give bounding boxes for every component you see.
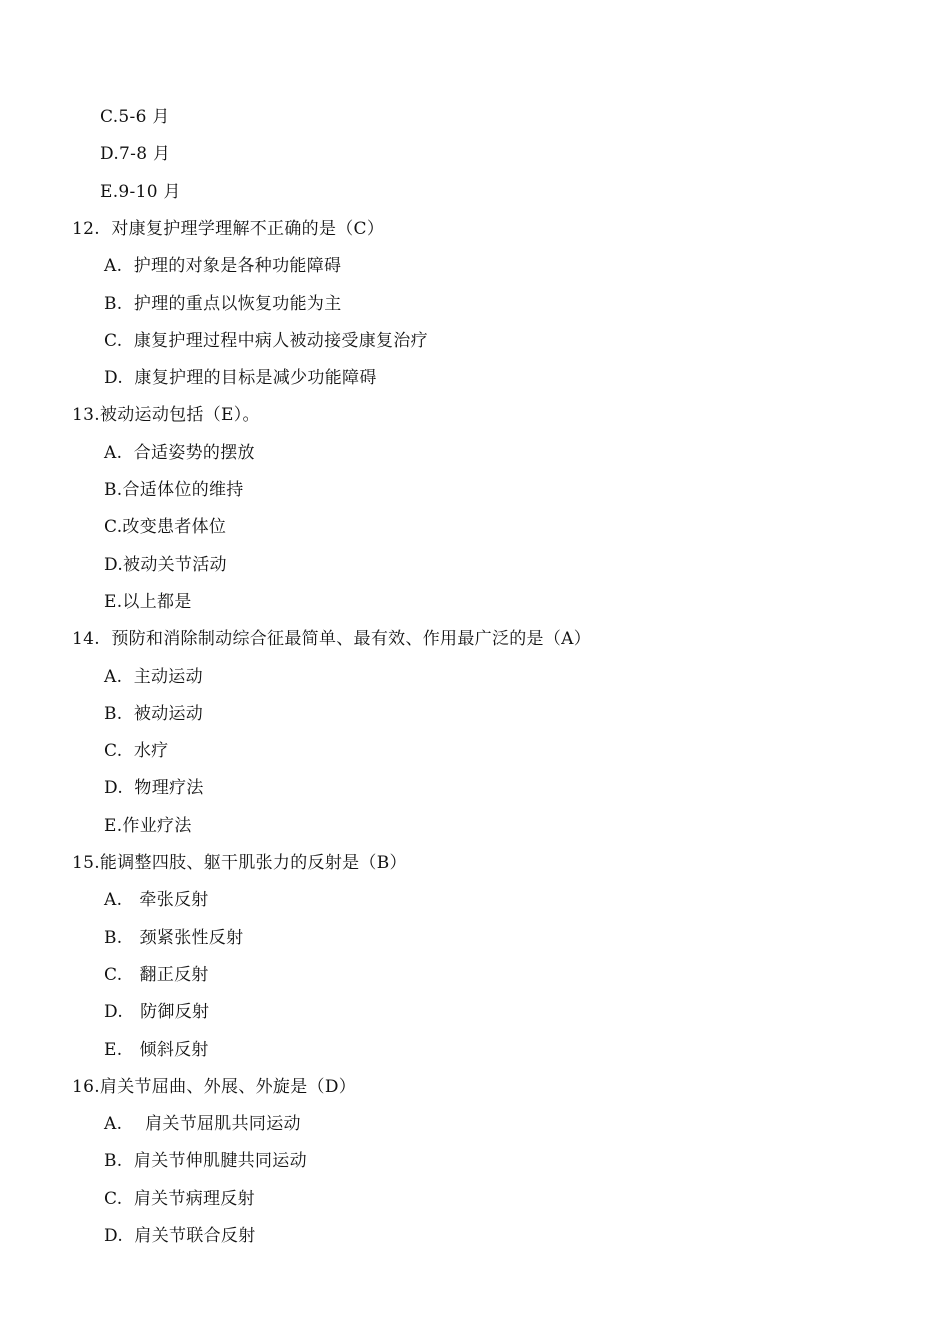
answer-option: E. 倾斜反射 xyxy=(104,1039,209,1060)
answer-option: C. 水疗 xyxy=(104,741,169,762)
answer-option: E.9-10 月 xyxy=(100,181,181,202)
question-stem: 16.肩关节屈曲、外展、外旋是（D） xyxy=(72,1076,357,1097)
answer-option: A. 护理的对象是各种功能障碍 xyxy=(104,256,342,277)
answer-option: D. 物理疗法 xyxy=(104,778,204,799)
answer-option: C. 翻正反射 xyxy=(104,964,209,985)
answer-option: D.被动关节活动 xyxy=(104,554,227,575)
question-stem: 15.能调整四肢、躯干肌张力的反射是（B） xyxy=(72,853,407,873)
answer-option: A. 肩关节屈肌共同运动 xyxy=(104,1114,301,1135)
answer-option: D. 康复护理的目标是减少功能障碍 xyxy=(104,368,377,389)
answer-option: C.5-6 月 xyxy=(100,107,170,127)
answer-option: E.作业疗法 xyxy=(104,815,192,836)
answer-option: A. 主动运动 xyxy=(104,666,203,687)
answer-option: D. 防御反射 xyxy=(104,1002,210,1023)
answer-option: D. 肩关节联合反射 xyxy=(104,1226,256,1246)
answer-option: B. 肩关节伸肌腱共同运动 xyxy=(104,1151,307,1172)
answer-option: D.7-8 月 xyxy=(100,144,171,165)
answer-option: A. 合适姿势的摆放 xyxy=(104,442,255,463)
question-stem: 13.被动运动包括（E）。 xyxy=(72,405,260,426)
answer-option: E.以上都是 xyxy=(104,591,192,612)
answer-option: A. 牵张反射 xyxy=(104,890,209,911)
answer-option: B. 护理的重点以恢复功能为主 xyxy=(104,293,342,314)
answer-option: B. 被动运动 xyxy=(104,703,204,724)
answer-option: B. 颈紧张性反射 xyxy=(104,927,244,948)
answer-option: C.改变患者体位 xyxy=(104,517,227,538)
question-stem: 14. 预防和消除制动综合征最简单、最有效、作用最广泛的是（A） xyxy=(72,629,592,650)
answer-option: C. 肩关节病理反射 xyxy=(104,1188,255,1209)
answer-option: C. 康复护理过程中病人被动接受康复治疗 xyxy=(104,330,428,351)
question-stem: 12. 对康复护理学理解不正确的是（C） xyxy=(72,218,385,239)
answer-option: B.合适体位的维持 xyxy=(104,480,244,500)
